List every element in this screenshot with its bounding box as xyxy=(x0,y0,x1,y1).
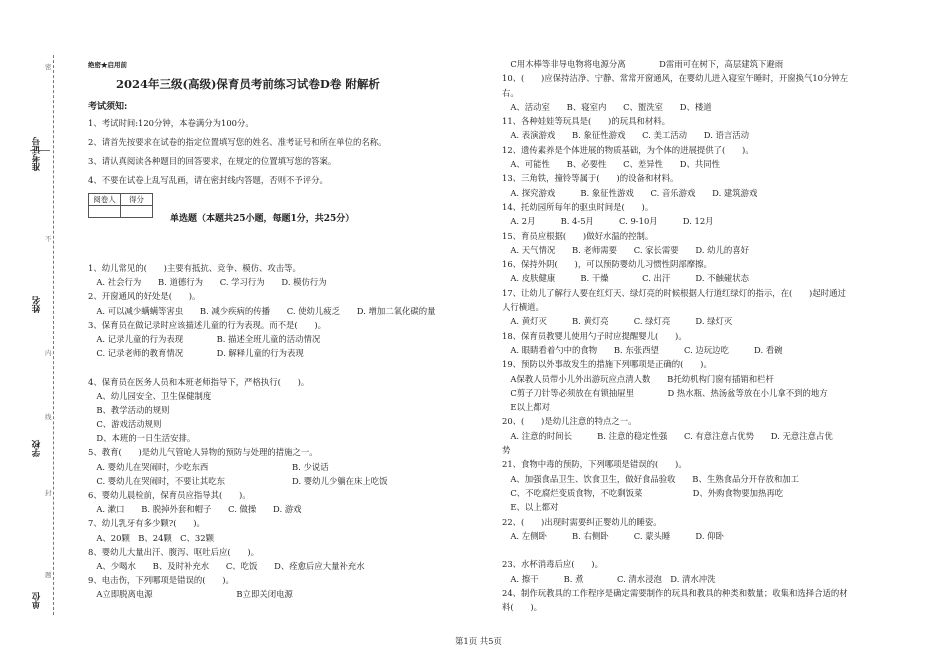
question-line: A. 社会行为 B. 道德行为 C. 学习行为 D. 模仿行为 xyxy=(88,277,327,288)
score-table-score: 得分 xyxy=(121,194,153,206)
notice-item: 1、考试时间:120分钟，本卷满分为100分。 xyxy=(88,118,254,128)
cut-mark: 线 xyxy=(45,413,52,421)
score-table-cell[interactable] xyxy=(89,206,121,218)
right-column xyxy=(502,59,848,617)
question-line: A. 表演游戏 B. 象征性游戏 C. 美工活动 D. 语言活动 xyxy=(502,130,750,141)
question-line: A. 漱口 B. 脱掉外套和帽子 C. 做操 D. 游戏 xyxy=(88,504,302,515)
question-line: C. 记录老师的教育情况 D. 解释儿童的行为表现 xyxy=(88,348,304,359)
question-line: A、少喝水 B、及时补充水 C、吃饭 D、痊愈后应大量补充水 xyxy=(88,560,365,571)
question-line: A、幼儿园安全、卫生保健制度 xyxy=(88,390,212,401)
question-line: A. 擦干 B. 煮 C. 清水浸泡 D. 清水冲洗 xyxy=(502,573,716,584)
question-line: A、活动室 B、寝室内 C、盥洗室 D、楼道 xyxy=(502,101,712,112)
question-line: 右。 xyxy=(502,87,519,98)
question-line: 21、食物中毒的预防，下列哪项是错误的( )。 xyxy=(502,459,687,470)
question-line: 17、让幼儿了解行人要在红灯天、绿灯亮的时候根据人行道红绿灯的指示，在( )起时通过 xyxy=(502,287,846,298)
question-line: A、可能性 B、必要性 C、差异性 D、共同性 xyxy=(502,159,720,170)
question-line: 料( )。 xyxy=(502,602,543,613)
question-line: 1、幼儿常见的( )主要有抵抗、竞争、模仿、攻击等。 xyxy=(88,263,301,273)
school-label: 学校 xyxy=(32,440,42,457)
left-column xyxy=(88,263,436,604)
question-line: C. 婴幼儿在哭闹时，不要让其吃东 D. 婴幼儿少躺在床上吃饭 xyxy=(88,475,388,486)
question-line: 16、保持外阴( )，可以预防婴幼儿习惯性阴部摩擦。 xyxy=(502,259,712,270)
question-line xyxy=(502,545,848,559)
notice-heading: 考试须知: xyxy=(88,102,128,112)
cut-mark: 密 xyxy=(45,63,52,71)
unit-label: 单位 xyxy=(32,592,42,609)
question-line: A. 天气情况 B. 老师需要 C. 家长需要 D. 幼儿的喜好 xyxy=(502,244,750,255)
question-line: A. 探究游戏 B. 象征性游戏 C. 音乐游戏 D. 建筑游戏 xyxy=(502,187,758,198)
question-line: 24、制作玩教具的工作程序是确定需要制作的玩具和教具的种类和数量；收集和选择合适的材 xyxy=(502,587,848,598)
score-table-cell[interactable] xyxy=(121,206,153,218)
question-line: 6、婴幼儿晨检前，保育员应指导其( )。 xyxy=(88,490,251,500)
confidential-mark: 绝密★启用前 xyxy=(88,61,127,69)
notice-list xyxy=(88,118,386,194)
cut-mark: 不 xyxy=(45,235,52,243)
name-label: 姓名 xyxy=(32,296,42,313)
question-line: 人行横道。 xyxy=(502,302,544,313)
question-line: 22、( )出现时需要纠正婴幼儿的睡姿。 xyxy=(502,516,662,527)
question-line: C、不吃腐烂变质食物，不吃剩饭菜 D、外购食物要加热再吃 xyxy=(502,487,784,498)
section-heading: 单选题（本题共25小题，每题1分，共25分） xyxy=(170,214,355,224)
question-line: 12、遗传素养是个体进展的物质基础，为个体的进展提供了( )。 xyxy=(502,144,754,155)
question-line: 9、电击伤，下列哪项是错误的( )。 xyxy=(88,575,234,586)
cut-mark: 封 xyxy=(45,489,52,497)
question-line: A. 2月 B. 4-5月 C. 9-10月 D. 12月 xyxy=(502,216,714,227)
question-line: A. 黄灯灭 B. 黄灯亮 C. 绿灯亮 D. 绿灯灭 xyxy=(502,316,733,327)
binding-line xyxy=(53,55,54,615)
cut-mark: 题 xyxy=(45,571,52,579)
question-line: A. 婴幼儿在哭闹时，少吃东西 B. 少说话 xyxy=(88,461,329,472)
question-line: 4、保育员在医务人员和本班老师指导下，严格执行( )。 xyxy=(88,376,310,387)
question-line: A、加强食品卫生、饮食卫生，做好食品验收 B、生熟食品分开存放和加工 xyxy=(502,473,799,484)
question-line: A、20颗 B、24颗 C、32颗 xyxy=(88,532,214,543)
question-line: 8、婴幼儿大量出汗、腹泻、呕吐后应( )。 xyxy=(88,546,259,557)
question-line: 3、保育员在做记录时应该描述儿童的行为表现。而不是( )。 xyxy=(88,319,326,330)
question-line: A. 眼睛看着勺中的食物 B. 东张西望 C. 边玩边吃 D. 看碗 xyxy=(502,344,783,355)
question-line: A. 左侧卧 B. 右侧卧 C. 蒙头睡 D. 仰卧 xyxy=(502,530,724,541)
question-line: A. 可以减少螨螨等害虫 B. 减少疾病的传播 C. 使幼儿疲乏 D. 增加二氧化碳的量 xyxy=(88,305,436,316)
page-number: 第1页 共5页 xyxy=(455,636,502,646)
cut-mark: 内 xyxy=(45,349,52,357)
score-table-reviewer: 阅卷人 xyxy=(89,194,121,206)
question-line: C、游戏活动规则 xyxy=(88,419,162,430)
question-line: B、教学活动的规则 xyxy=(88,404,170,415)
question-line: 10、( )应保持洁净、宁静、常常开窗通风，在婴幼儿进入寝室午睡时，开窗换气10分钟左 xyxy=(502,73,849,84)
question-line: 14、托幼园所每年的驱虫时间是( )。 xyxy=(502,201,654,212)
question-line: 7、幼儿乳牙有多少颗?( )。 xyxy=(88,518,205,529)
question-line: 18、保育员教婴儿使用勺子时应提醒婴儿( )。 xyxy=(502,330,687,341)
question-line: 19、预防以外事故发生的措施下列哪项是正确的( )。 xyxy=(502,359,712,370)
question-line: 23、水杯消毒后应( )。 xyxy=(502,559,603,570)
notice-item: 3、请认真阅读各种题目的回答要求，在规定的位置填写您的答案。 xyxy=(88,156,337,166)
question-line: A. 注意的时间长 B. 注意的稳定性强 C. 有意注意占优势 D. 无意注意占优 xyxy=(502,430,833,441)
question-line: 11、各种娃娃等玩具是( )的玩具和材料。 xyxy=(502,116,670,127)
question-line: 2、开窗通风的好处是( )。 xyxy=(88,291,201,302)
question-line: C用木棒等非导电物将电源分离 D雷雨可在树下，高层建筑下避雨 xyxy=(502,59,784,69)
question-line: 15、育员应根据( )做好水温的控制。 xyxy=(502,230,654,241)
question-line: A. 记录儿童的行为表现 B. 描述全班儿童的活动情况 xyxy=(88,333,321,344)
question-line: A保教人员带小儿外出游玩应点清人数 B托幼机构门窗有插销和栏杆 xyxy=(502,373,774,384)
question-line: A立即脱离电源 B立即关闭电源 xyxy=(88,589,293,600)
question-line: A. 皮肤健康 B. 干燥 C. 出汗 D. 不触碰状态 xyxy=(502,273,750,284)
question-line xyxy=(88,362,436,376)
question-line: C剪子刀针等必须放在有锁抽屉里 D 热水瓶、热汤盆等放在小儿拿不到的地方 xyxy=(502,387,828,398)
page-title: 2024年三级(高级)保育员考前练习试卷D卷 附解析 xyxy=(116,77,380,91)
question-line: E、以上都对 xyxy=(502,502,559,513)
question-line: 20、( )是幼儿注意的特点之一。 xyxy=(502,416,637,427)
candidate-no-label: 准考证号 xyxy=(32,137,42,171)
notice-item: 2、请首先按要求在试卷的指定位置填写您的姓名、准考证号和所在单位的名称。 xyxy=(88,137,387,147)
question-line: E以上都对 xyxy=(502,402,550,413)
question-line: D、本班的一日生活安排。 xyxy=(88,433,196,444)
score-table xyxy=(88,193,153,218)
question-line: 13、三角铁，撞铃等属于( )的设备和材料。 xyxy=(502,173,679,184)
notice-item: 4、不要在试卷上乱写乱画，请在密封线内答题，否则不予评分。 xyxy=(88,175,328,185)
question-line: 5、教育( )是幼儿气管呛人异物的预防与处理的措施之一。 xyxy=(88,447,318,458)
question-line: 势 xyxy=(502,445,511,456)
